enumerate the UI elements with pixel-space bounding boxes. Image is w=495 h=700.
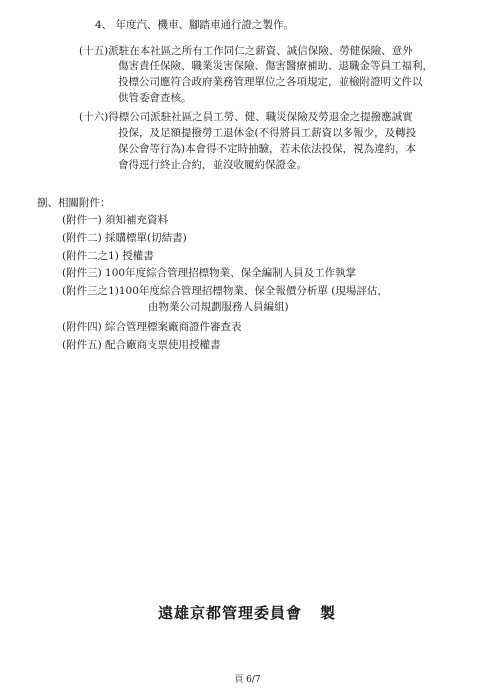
attachment-item: (附件一) 須知補充資料 [62, 214, 169, 226]
item-4: 4、 年度汽、機車、腳踏車通行證之製作。 [95, 19, 295, 31]
item-15-line-2: 傷害責任保險、職業災害保險、傷害醫療補助、退職金等員工福利， [118, 60, 433, 72]
attachment-item: (附件二之1) 授權書 [62, 250, 154, 262]
attachments-heading: 捌、相關附件： [37, 197, 111, 209]
item-16-line-4: 會得逕行終止合約，並沒收履約保證金。 [118, 159, 307, 171]
organization-name: 遠雄京都管理委員會 [158, 604, 303, 622]
made-mark: 製 [320, 604, 337, 622]
item-16-line-2: 投保，及足額提撥勞工退休金(不得將員工薪資以多報少，及轉投 [118, 127, 417, 139]
attachment-item: (附件二) 採購標單(切結書) [62, 232, 187, 244]
attachment-item: (附件三) 100年度綜合管理招標物業、保全編制人員及工作執掌 [62, 267, 357, 279]
attachment-item: (附件三之1)100年度綜合管理招標物業、保全報價分析單 (現場評估， [62, 285, 388, 297]
item-16-line-3: 保公會等行為)本會得不定時抽驗，若未依法投保，視為違約，本 [118, 143, 417, 155]
signature-line [158, 602, 336, 623]
item-15-line-3: 投標公司應符合政府業務管理單位之各項規定，並檢附證明文件以 [118, 76, 423, 88]
attachment-item: (附件五) 配合廠商支票使用授權書 [62, 339, 221, 351]
item-15-line-1: (十五)派駐在本社區之所有工作同仁之薪資、誠信保險、勞健保險、意外 [79, 45, 413, 57]
item-15-line-4: 供管委會查核。 [118, 92, 192, 104]
page-number: 頁 6/7 [234, 675, 261, 685]
attachment-item: (附件四) 綜合管理標案廠商證件審查表 [62, 321, 242, 333]
item-16-line-1: (十六)得標公司派駐社區之員工勞、健、職災保險及勞退金之提撥應誠實 [79, 111, 413, 123]
attachment-item-continuation: 由物業公司規劃服務人員編組) [148, 301, 289, 313]
